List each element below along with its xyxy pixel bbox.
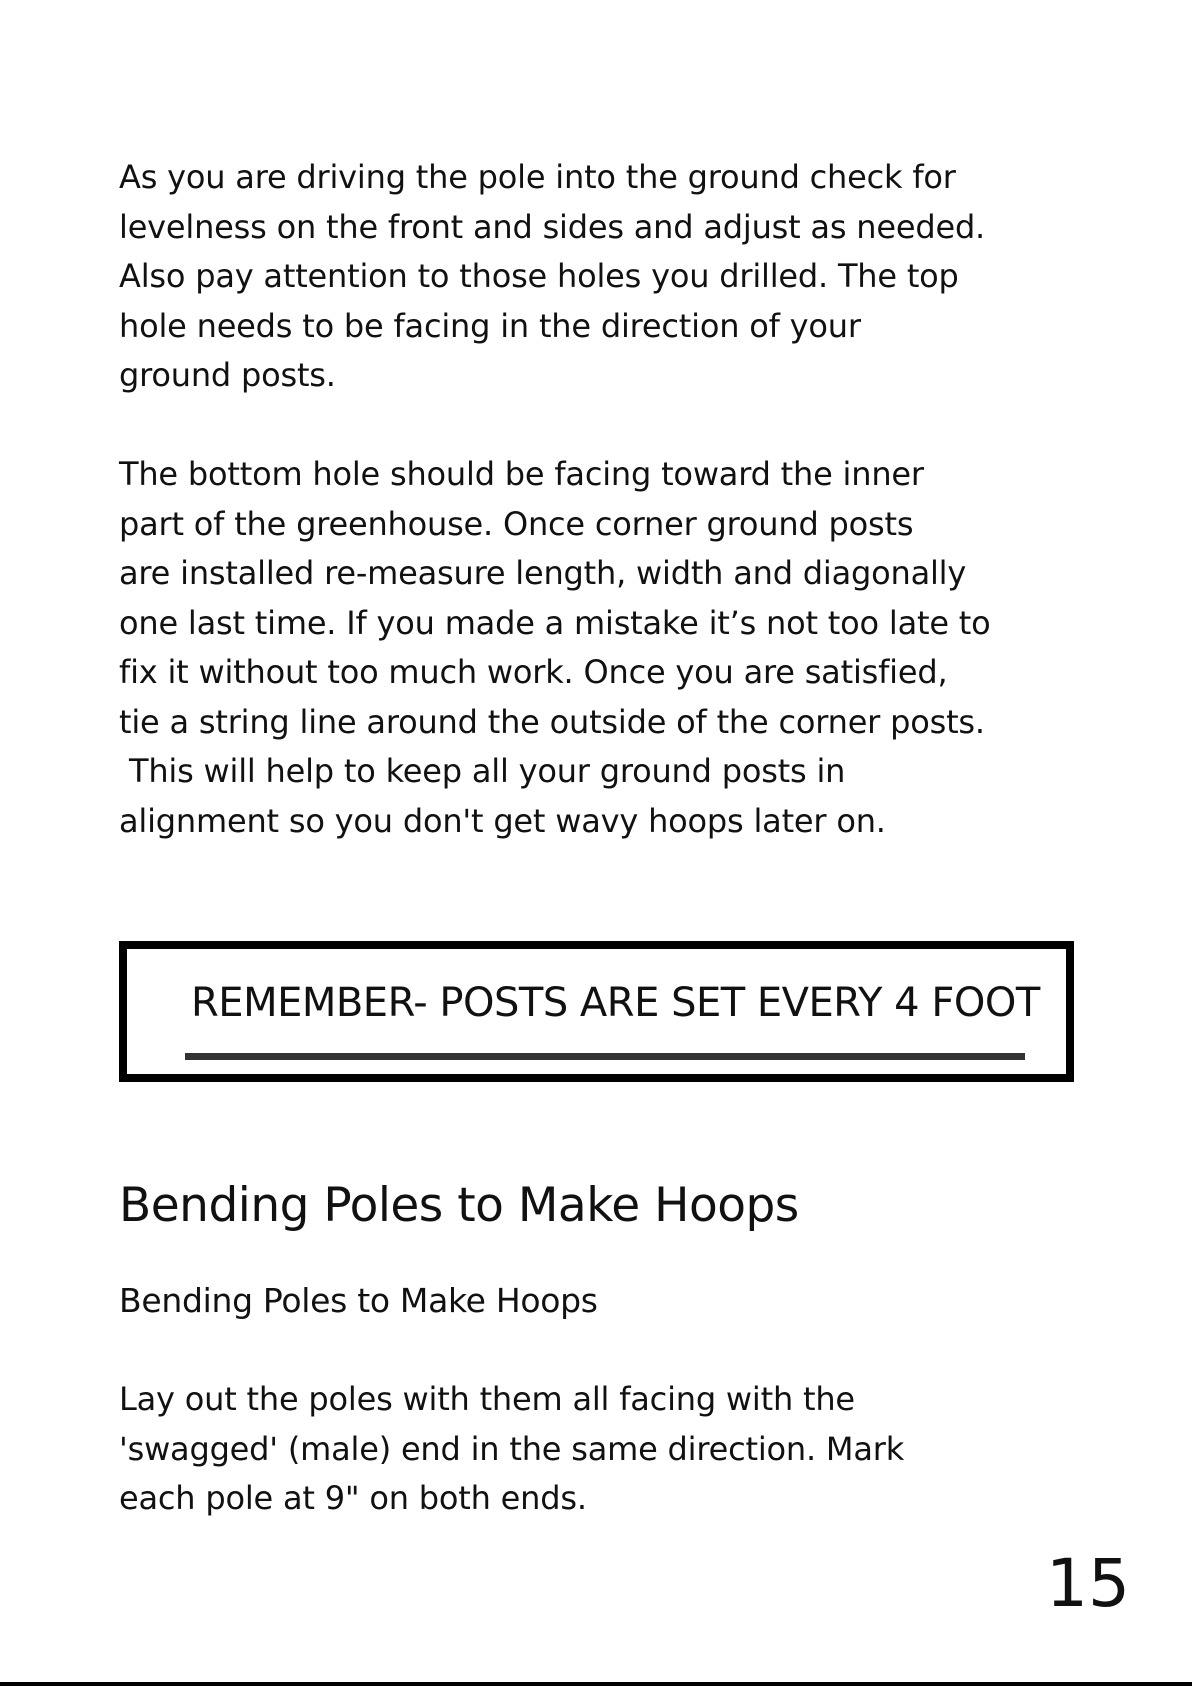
reminder-callout-text: REMEMBER- POSTS ARE SET EVERY 4 FOOT xyxy=(191,980,1040,1026)
paragraph-lay-out-poles xyxy=(119,1375,1079,1524)
text-line: 'swagged' (male) end in the same direction. Mark xyxy=(119,1429,905,1468)
text-line: are installed re-measure length, width and diagonally xyxy=(119,554,967,592)
paragraph-bottom-hole xyxy=(119,450,1079,846)
section-subheading: Bending Poles to Make Hoops xyxy=(119,1281,598,1320)
text-line: fix it without too much work. Once you are satisfied, xyxy=(119,653,948,691)
reminder-callout-box xyxy=(119,941,1074,1082)
text-line: each pole at 9" on both ends. xyxy=(119,1479,587,1517)
text-line: Lay out the poles with them all facing with the xyxy=(119,1380,855,1418)
text-line: alignment so you don't get wavy hoops later on. xyxy=(119,801,886,840)
text-line: ground posts. xyxy=(119,356,336,394)
text-line: This will help to keep all your ground posts in xyxy=(119,752,846,790)
text-line: part of the greenhouse. Once corner ground posts xyxy=(119,504,914,543)
text-line: Also pay attention to those holes you drilled. The top xyxy=(119,257,959,295)
page-number: 15 xyxy=(1046,1545,1130,1622)
text-line: one last time. If you made a mistake it’s not too late to xyxy=(119,603,991,642)
text-line: tie a string line around the outside of the corner posts. xyxy=(119,702,985,741)
paragraph-driving-pole xyxy=(119,153,1079,401)
text-line: levelness on the front and sides and adjust as needed. xyxy=(119,207,986,246)
callout-underline-divider xyxy=(185,1053,1025,1060)
text-line: hole needs to be facing in the direction of your xyxy=(119,306,861,345)
section-heading: Bending Poles to Make Hoops xyxy=(119,1178,799,1233)
page-bottom-edge xyxy=(0,1682,1192,1686)
text-line: The bottom hole should be facing toward the inner xyxy=(119,455,924,493)
text-line: As you are driving the pole into the ground check for xyxy=(119,158,956,196)
